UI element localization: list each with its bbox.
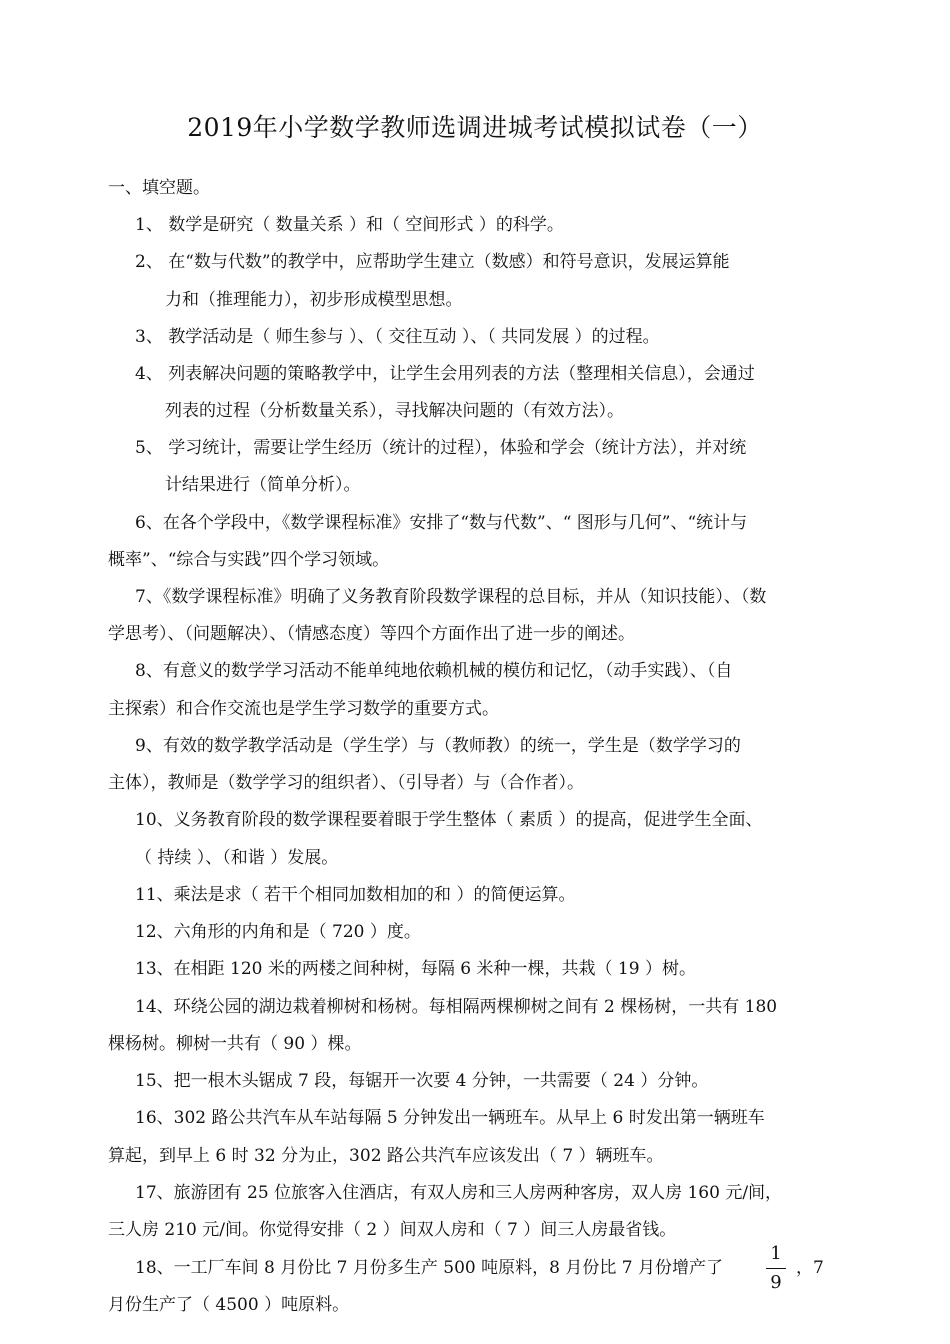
question-line: 力和（推理能力），初步形成模型思想。 bbox=[165, 290, 463, 310]
question-line: 6、在各个学段中，《数学课程标准》安排了“数与代数”、“ 图形与几何”、“统计与 bbox=[135, 513, 748, 533]
question-line: 16、302 路公共汽车从车站每隔 5 分钟发出一辆班车。从早上 6 时发出第一辆班车 bbox=[135, 1108, 765, 1128]
section-heading: 一、填空题。 bbox=[108, 178, 210, 198]
question-line: 算起，到早上 6 时 32 分为止，302 路公共汽车应该发出（ 7 ）辆班车。 bbox=[108, 1146, 664, 1166]
question-line: 17、旅游团有 25 位旅客入住酒店，有双人房和三人房两种客房，双人房 160 元/间， bbox=[135, 1183, 783, 1203]
question-line: 主探索）和合作交流也是学生学习数学的重要方式。 bbox=[108, 699, 499, 719]
question-line: 13、在相距 120 米的两楼之间种树，每隔 6 米种一棵，共栽（ 19 ）树。 bbox=[135, 959, 696, 979]
question-line: 5、 学习统计，需要让学生经历（统计的过程），体验和学会（统计方法），并对统 bbox=[135, 438, 747, 458]
question-line: 1、 数学是研究（ 数量关系 ）和（ 空间形式 ）的科学。 bbox=[135, 215, 564, 235]
question-line: 4、 列表解决问题的策略教学中，让学生会用列表的方法（整理相关信息），会通过 bbox=[135, 364, 755, 384]
question-line: 概率”、“综合与实践”四个学习领域。 bbox=[108, 550, 390, 570]
question-line: 列表的过程（分析数量关系），寻找解决问题的（有效方法）。 bbox=[165, 401, 624, 421]
question-line: 15、把一根木头锯成 7 段，每锯开一次要 4 分钟，一共需要（ 24 ）分钟。 bbox=[135, 1071, 709, 1091]
question-line-tail: ，7 bbox=[796, 1258, 824, 1278]
question-line: 棵杨树。柳树一共有（ 90 ）棵。 bbox=[108, 1034, 362, 1054]
page-title: 2019年小学数学教师选调进城考试模拟试卷（一） bbox=[187, 113, 763, 142]
question-line: 主体），教师是（数学学习的组织者）、（引导者）与（合作者）。 bbox=[108, 773, 584, 793]
question-line: （ 持续 ）、（和谐 ）发展。 bbox=[135, 848, 339, 868]
question-line: 三人房 210 元/间。你觉得安排（ 2 ）间双人房和（ 7 ）间三人房最省钱。 bbox=[108, 1220, 677, 1240]
question-line: 7、《数学课程标准》明确了义务教育阶段数学课程的总目标，并从（知识技能）、（数 bbox=[135, 587, 767, 607]
question-line: 8、有意义的数学学习活动不能单纯地依赖机械的模仿和记忆，（动手实践）、（自 bbox=[135, 661, 733, 681]
fraction-one-ninth bbox=[765, 1242, 787, 1295]
question-line: 月份生产了（ 4500 ）吨原料。 bbox=[108, 1295, 350, 1315]
fraction-denominator: 9 bbox=[770, 1272, 782, 1293]
question-line: 14、环绕公园的湖边栽着柳树和杨树。每相隔两棵柳树之间有 2 棵杨树，一共有 180 bbox=[135, 997, 778, 1017]
fraction-bar bbox=[766, 1268, 786, 1269]
question-line: 2、 在“数与代数”的教学中，应帮助学生建立（数感）和符号意识，发展运算能 bbox=[135, 252, 730, 272]
fraction-numerator: 1 bbox=[770, 1243, 782, 1264]
question-line: 18、一工厂车间 8 月份比 7 月份多生产 500 吨原料，8 月份比 7 月份增产了 bbox=[135, 1258, 723, 1278]
question-line: 3、 教学活动是（ 师生参与 ）、（ 交往互动 ）、（ 共同发展 ）的过程。 bbox=[135, 327, 660, 347]
question-line: 学思考）、（问题解决）、（情感态度）等四个方面作出了进一步的阐述。 bbox=[108, 624, 635, 644]
question-line: 计结果进行（简单分析）。 bbox=[165, 475, 361, 495]
question-line: 9、有效的数学教学活动是（学生学）与（教师教）的统一，学生是（数学学习的 bbox=[135, 736, 741, 756]
question-line: 12、六角形的内角和是（ 720 ）度。 bbox=[135, 922, 421, 942]
question-line: 10、义务教育阶段的数学课程要着眼于学生整体（ 素质 ）的提高，促进学生全面、 bbox=[135, 810, 763, 830]
question-line: 11、乘法是求（ 若干个相同加数相加的和 ）的简便运算。 bbox=[135, 885, 576, 905]
